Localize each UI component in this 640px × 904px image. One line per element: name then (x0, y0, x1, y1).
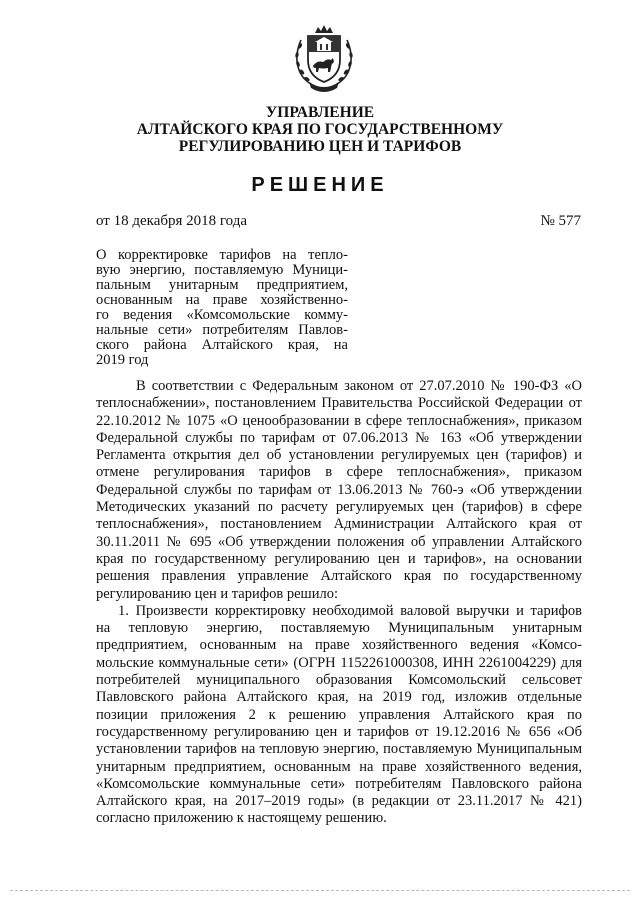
body-line: регулированию цен и тарифов решило: (96, 585, 338, 602)
body-line: унитарным предприятием, основанным на праве хозяйственного ведения, (96, 758, 582, 775)
subject-line: 2019 год (96, 352, 149, 368)
document-type-title: РЕШЕНИЕ (251, 174, 389, 196)
subject-line: пальным унитарным предприятием, (96, 277, 348, 293)
body-line: мольские коммунальные сети» (ОГРН 1152261000308, ИНН 2261004229) для (96, 654, 582, 671)
body-line: 1. Произвести корректировку необходимой валовой выручки и тарифов (118, 602, 582, 619)
body-line: края по государственному регулированию цен и тарифов», на основании (96, 550, 582, 567)
agency-name (0, 104, 640, 155)
body-line: на тепловую энергию, поставляемую Муниципальным унитарным (96, 620, 582, 637)
altai-krai-coat-of-arms-icon (291, 22, 357, 96)
agency-line: АЛТАЙСКОГО КРАЯ ПО ГОСУДАРСТВЕННОМУ (136, 121, 504, 138)
document-date: от 18 декабря 2018 года (96, 213, 248, 229)
body-line: государственному регулированию цен и тарифов от 19.12.2016 № 656 «Об (96, 723, 582, 740)
document-body (96, 378, 582, 828)
agency-line: РЕГУЛИРОВАНИЮ ЦЕН И ТАРИФОВ (178, 138, 462, 155)
body-line: согласно приложению к настоящему решению. (96, 810, 387, 827)
body-line: Павловского района Алтайского края, на 2019 год, изложив отдельные (96, 689, 582, 706)
subject-line: вую энергию, поставляемую Муници- (96, 262, 348, 278)
page-bottom-divider (10, 890, 630, 891)
subject-line: нальные сети» потребителям Павлов- (96, 322, 348, 338)
body-line: Алтайского края, на 2017–2019 годы» (в редакции от 23.11.2017 № 421) (96, 793, 582, 810)
body-line: установлении тарифов на тепловую энергию, поставляемую Муниципальным (96, 741, 582, 758)
body-line: отмене регулирования тарифов в сфере теплоснабжения», приказом (96, 464, 582, 481)
subject-line: ского района Алтайского края, на (96, 337, 348, 353)
body-line: Регламента открытия дел об установлении регулируемых цен (тарифов) и (96, 447, 582, 464)
body-line: теплоснабжения», постановлением Администрации Алтайского края от (96, 516, 582, 533)
body-line: 30.11.2011 № 695 «Об утверждении положения об управлении Алтайского (96, 533, 582, 550)
body-line: позиции приложения 2 к решению управления Алтайского края по (96, 706, 582, 723)
body-line: Федеральной службы по тарифам от 13.06.2013 № 760-э «Об утверждении (96, 481, 582, 498)
document-number: № 577 (540, 213, 581, 229)
body-line: В соответствии с Федеральным законом от 27.07.2010 № 190-ФЗ «О (136, 378, 582, 394)
agency-line: УПРАВЛЕНИЕ (265, 104, 375, 121)
subject-line: О корректировке тарифов на тепло- (96, 247, 348, 263)
body-line: решения правления управление Алтайского края по государственному (96, 568, 582, 585)
body-line: 22.10.2012 № 1075 «О ценообразовании в сфере теплоснабжения», приказом (96, 412, 582, 429)
body-line: Методических указаний по расчету регулируемых цен (тарифов) в сфере (96, 499, 582, 516)
subject-line: основанным на праве хозяйственно- (96, 292, 348, 308)
body-line: теплоснабжении», постановлением Правительства Российской Федерации от (96, 395, 582, 412)
body-line: Федеральной службы по тарифам от 07.06.2013 № 163 «Об утверждении (96, 429, 582, 446)
subject-line: го ведения «Комсомольские комму- (96, 307, 348, 323)
document-subject (96, 248, 348, 368)
body-line: предприятием, основанным на праве хозяйственного ведения «Комсо- (96, 637, 582, 654)
body-line: потребителей муниципального образования Комсомольский сельсовет (96, 672, 582, 689)
body-line: «Комсомольские коммунальные сети» потребителям Павловского района (96, 775, 582, 792)
